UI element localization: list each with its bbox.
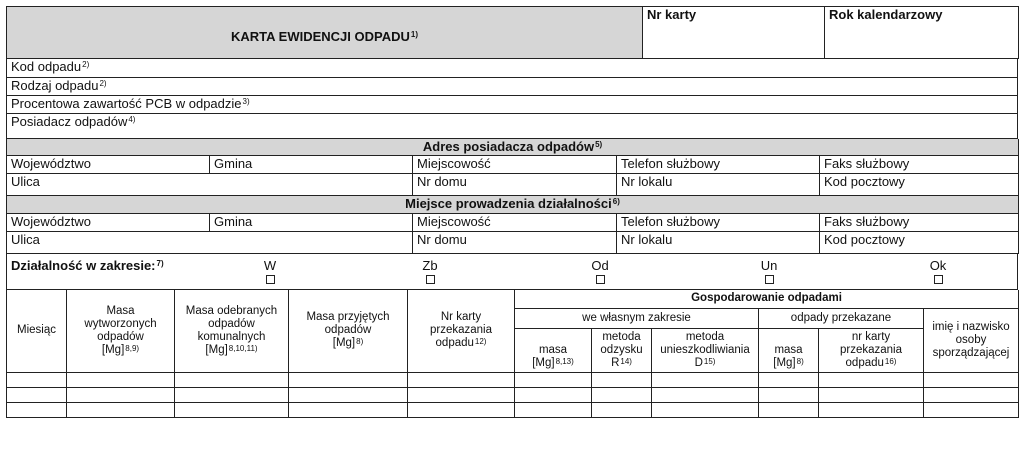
place-locality-field[interactable]: Miejscowość [413,213,617,231]
holder-phone-field[interactable]: Telefon służbowy [617,156,820,174]
holder-address-heading: Adres posiadacza odpadów$^{5)}$ [7,139,1019,156]
holder-address-table [6,139,1019,197]
activity-scope-row [7,254,1018,290]
table-cell[interactable] [924,387,1019,402]
activity-option-od[interactable]: Od [585,259,615,285]
place-apartment-field[interactable]: Nr lokalu [617,231,820,253]
transferred-heading: odpady przekazane [759,308,924,328]
table-row [7,387,1019,402]
place-commune-field[interactable]: Gmina [210,213,413,231]
activity-option-ok[interactable]: Ok [923,259,953,285]
holder-street-field[interactable]: Ulica [7,174,413,196]
place-house-number-field[interactable]: Nr domu [413,231,617,253]
waste-record-form [6,6,1018,418]
table-cell[interactable] [592,372,652,387]
table-cell[interactable] [289,402,408,417]
form-title: KARTA EWIDENCJI ODPADU$^{1)}$ [7,7,643,59]
table-cell[interactable] [759,387,819,402]
holder-postal-code-field[interactable]: Kod pocztowy [820,174,1019,196]
table-cell[interactable] [652,387,759,402]
table-cell[interactable] [175,387,289,402]
checkbox-od[interactable] [596,275,605,284]
table-cell[interactable] [7,387,67,402]
checkbox-zb[interactable] [426,275,435,284]
table-row [7,402,1019,417]
pcb-content-field[interactable]: Procentowa zawartość PCB w odpadzie$^{3)}$ [7,95,1018,113]
col-generated-mass: Masa wytworzonych odpadów $[Mg]^{8,9)}$ [67,290,175,372]
col-transfer-card-number: nr karty przekazania odpadu$^{16)}$ [819,328,924,372]
activity-place-table [6,196,1019,254]
waste-type-field[interactable]: Rodzaj odpadu$^{2)}$ [7,77,1018,95]
col-preparer-name: imię i nazwisko osoby sporządzającej [924,308,1019,372]
table-cell[interactable] [515,402,592,417]
table-cell[interactable] [759,402,819,417]
holder-voivodeship-field[interactable]: Województwo [7,156,210,174]
table-cell[interactable] [924,402,1019,417]
table-cell[interactable] [67,372,175,387]
table-row [7,372,1019,387]
own-scope-heading: we własnym zakresie [515,308,759,328]
header-table [6,6,1019,59]
monthly-records-table [6,290,1019,418]
waste-code-field[interactable]: Kod odpadu$^{2)}$ [7,59,1018,77]
col-month: Miesiąc [7,290,67,372]
col-own-mass: masa $[Mg]^{8,13)}$ [515,328,592,372]
waste-holder-field[interactable]: Posiadacz odpadów$^{4)}$ [7,113,1018,138]
activity-place-heading: Miejsce prowadzenia działalności$^{6)}$ [7,196,1019,213]
place-street-field[interactable]: Ulica [7,231,413,253]
table-cell[interactable] [819,372,924,387]
col-transferred-mass: masa $[Mg]^{8)}$ [759,328,819,372]
col-recovery-method: metoda odzysku $R^{14)}$ [592,328,652,372]
col-received-mass: Masa przyjętych odpadów $[Mg]^{8)}$ [289,290,408,372]
holder-fax-field[interactable]: Faks służbowy [820,156,1019,174]
place-fax-field[interactable]: Faks służbowy [820,213,1019,231]
table-cell[interactable] [924,372,1019,387]
col-disposal-method: metoda unieszkodliwiania $D^{15)}$ [652,328,759,372]
checkbox-ok[interactable] [934,275,943,284]
table-cell[interactable] [408,402,515,417]
table-cell[interactable] [515,372,592,387]
checkbox-w[interactable] [266,275,275,284]
place-phone-field[interactable]: Telefon służbowy [617,213,820,231]
table-cell[interactable] [759,372,819,387]
waste-management-heading: Gospodarowanie odpadami [515,290,1019,308]
table-cell[interactable] [67,387,175,402]
table-cell[interactable] [652,402,759,417]
holder-apartment-field[interactable]: Nr lokalu [617,174,820,196]
activity-scope-table [6,254,1018,291]
table-cell[interactable] [592,387,652,402]
table-cell[interactable] [592,402,652,417]
activity-scope-label: Działalność w zakresie:$^{7)}$ [11,257,164,273]
table-cell[interactable] [7,402,67,417]
waste-fields-table [6,59,1018,139]
holder-house-number-field[interactable]: Nr domu [413,174,617,196]
col-collected-mass: Masa odebranych odpadów komunalnych $[Mg]^{8,10,11)}$ [175,290,289,372]
activity-option-w[interactable]: W [255,259,285,285]
table-cell[interactable] [175,372,289,387]
holder-locality-field[interactable]: Miejscowość [413,156,617,174]
place-voivodeship-field[interactable]: Województwo [7,213,210,231]
activity-option-un[interactable]: Un [754,259,784,285]
table-cell[interactable] [289,372,408,387]
activity-option-zb[interactable]: Zb [415,259,445,285]
table-cell[interactable] [289,387,408,402]
table-cell[interactable] [175,402,289,417]
table-cell[interactable] [819,402,924,417]
table-cell[interactable] [819,387,924,402]
place-postal-code-field[interactable]: Kod pocztowy [820,231,1019,253]
table-cell[interactable] [67,402,175,417]
table-cell[interactable] [652,372,759,387]
col-transfer-card: Nr karty przekazania odpadu$^{12)}$ [408,290,515,372]
calendar-year-field[interactable]: Rok kalendarzowy [825,7,1019,59]
table-cell[interactable] [408,372,515,387]
checkbox-un[interactable] [765,275,774,284]
table-cell[interactable] [515,387,592,402]
holder-commune-field[interactable]: Gmina [210,156,413,174]
card-number-field[interactable]: Nr karty [643,7,825,59]
table-cell[interactable] [408,387,515,402]
table-cell[interactable] [7,372,67,387]
